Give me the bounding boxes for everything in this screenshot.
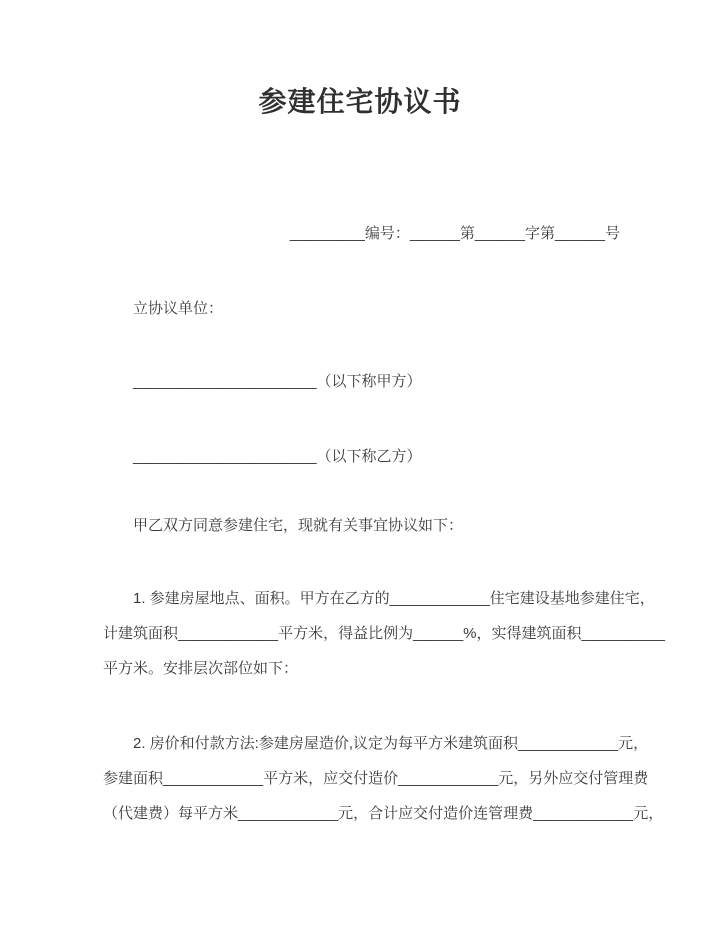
clause-2-line-3: （代建费）每平方米____________元，合计应交付造价连管理费____________元， [103, 805, 664, 822]
document-title: 参建住宅协议书 [258, 86, 462, 117]
clause-1 [103, 581, 665, 686]
clause-1-line-1: 1. 参建房屋地点、面积。甲方在乙方的____________住宅建设基地参建住宅， [133, 590, 655, 607]
party-a-blank-line: ______________________（以下称甲方） [133, 373, 422, 390]
clause-1-line-2: 计建筑面积____________平方米，得益比例为______%，实得建筑面积__________ [103, 625, 665, 642]
agreement-intro-text: 甲乙双方同意参建住宅，现就有关事宜协议如下： [133, 517, 464, 534]
clause-2 [103, 726, 663, 831]
clause-1-line-3: 平方米。安排层次部位如下： [103, 660, 299, 677]
party-intro-label: 立协议单位： [133, 300, 224, 317]
party-b-blank-line: ______________________（以下称乙方） [133, 448, 422, 465]
clause-2-line-2: 参建面积____________平方米，应交付造价____________元，另外应交付管理费 [103, 770, 649, 787]
document-number-line: _________编号：______第______字第______号 [289, 225, 620, 242]
clause-2-line-1: 2. 房价和付款方法:参建房屋造价,议定为每平方米建筑面积____________元， [133, 735, 649, 752]
